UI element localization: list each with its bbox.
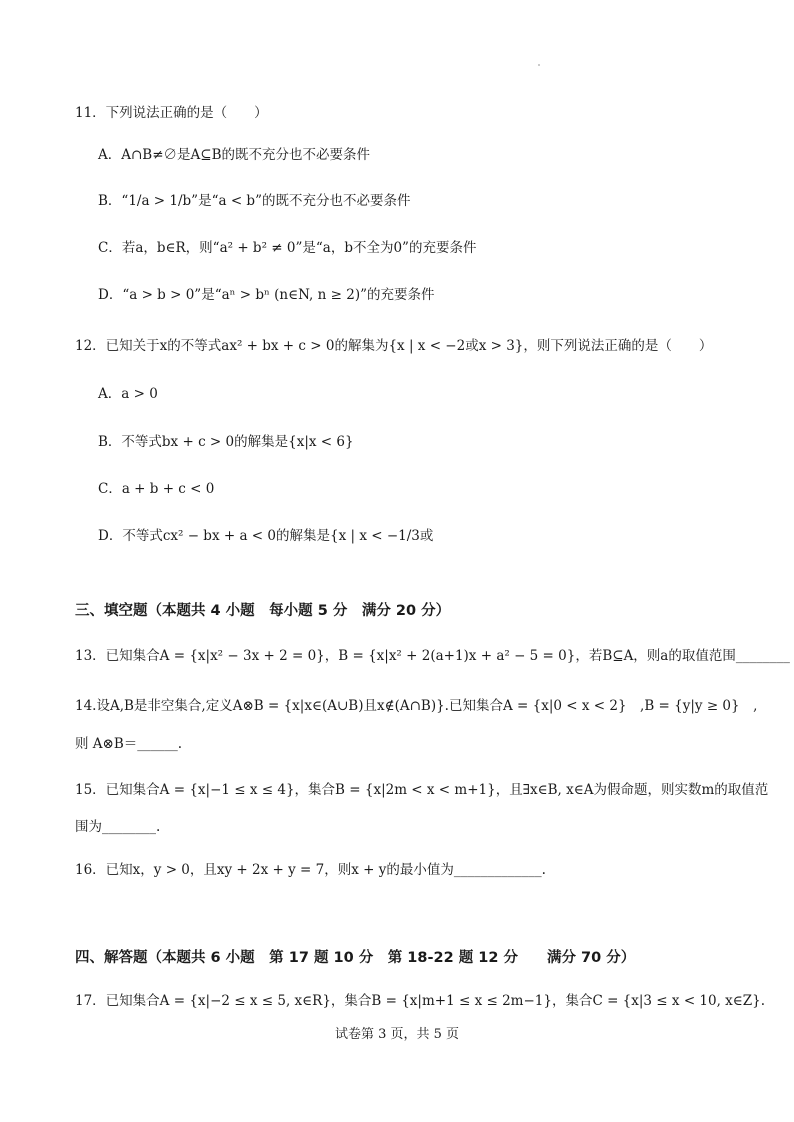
scan-speck bbox=[538, 64, 540, 66]
q15-line-1: 15．已知集合A = {x|−1 ≤ x ≤ 4}，集合B = {x|2m < x < m+1}，且∃x∈B, x∈A为假命题，则实数m的取值范 bbox=[75, 782, 769, 798]
q12-option-a: A．a > 0 bbox=[98, 386, 158, 402]
q16: 16．已知x，y > 0，且xy + 2x + y = 7，则x + y的最小值为_____________. bbox=[75, 862, 546, 878]
q11-option-c: C．若a，b∈R，则“a² + b² ≠ 0”是“a，b不全为0”的充要条件 bbox=[98, 240, 477, 256]
q11-option-a: A．A∩B≠∅是A⊆B的既不充分也不必要条件 bbox=[98, 147, 371, 163]
page-footer: 试卷第 3 页，共 5 页 bbox=[334, 1027, 460, 1042]
q13: 13．已知集合A = {x|x² − 3x + 2 = 0}，B = {x|x² + 2(a+1)x + a² − 5 = 0}，若B⊆A，则a的取值范围________ bbox=[75, 648, 790, 664]
q12-option-d: D．不等式cx² − bx + a < 0的解集是{x | x < −1/3或 bbox=[98, 528, 434, 544]
q12-stem: 12．已知关于x的不等式ax² + bx + c > 0的解集为{x | x < −2或x > 3}，则下列说法正确的是（ ） bbox=[75, 338, 713, 354]
q11-stem: 11．下列说法正确的是（ ） bbox=[75, 105, 268, 121]
q17: 17．已知集合A = {x|−2 ≤ x ≤ 5, x∈R}，集合B = {x|m+1 ≤ x ≤ 2m−1}，集合C = {x|3 ≤ x < 10, x∈Z}. bbox=[75, 993, 766, 1009]
q15-line-2: 围为________. bbox=[75, 819, 161, 835]
q11-option-b: B．“1/a > 1/b”是“a < b”的既不充分也不必要条件 bbox=[98, 193, 411, 209]
q12-option-c: C．a + b + c < 0 bbox=[98, 481, 215, 497]
q11-option-d: D．“a > b > 0”是“aⁿ > bⁿ (n∈N, n ≥ 2)”的充要条件 bbox=[98, 287, 435, 303]
section-fill-in-heading: 三、填空题（本题共 4 小题 每小题 5 分 满分 20 分） bbox=[75, 603, 451, 619]
section-answer-heading: 四、解答题（本题共 6 小题 第 17 题 10 分 第 18-22 题 12 分 满分 70 分） bbox=[75, 950, 636, 966]
q14-line-1: 14.设A,B是非空集合,定义A⊗B = {x|x∈(A∪B)且x∉(A∩B)}.已知集合A = {x|0 < x < 2} ,B = {y|y ≥ 0} , bbox=[75, 698, 758, 714]
q14-line-2: 则 A⊗B＝______. bbox=[75, 736, 183, 752]
q12-option-b: B．不等式bx + c > 0的解集是{x|x < 6} bbox=[98, 434, 354, 450]
